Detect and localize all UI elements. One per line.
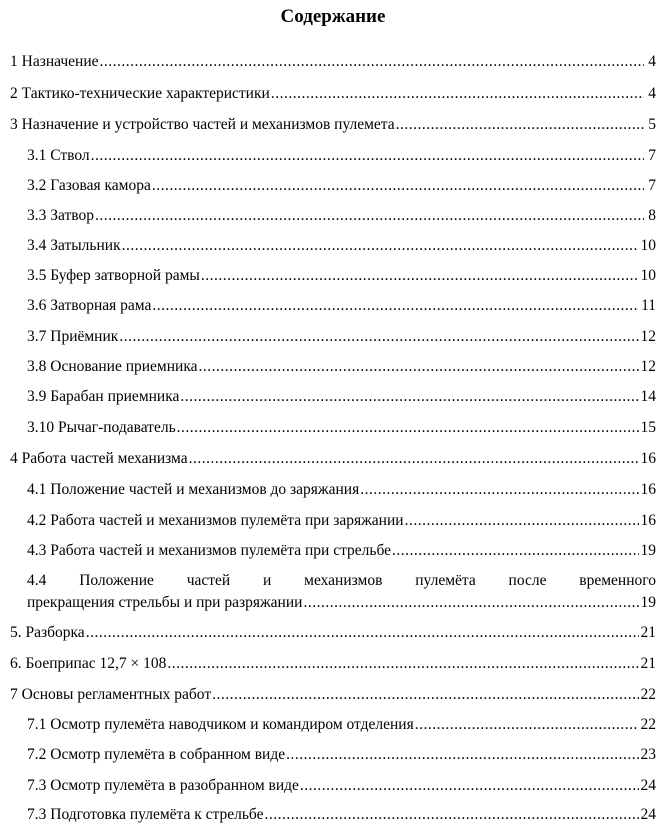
toc-leader-dots: [201, 266, 639, 286]
toc-entry-3-2[interactable]: [27, 176, 656, 196]
toc-entry-7-2[interactable]: [27, 745, 656, 765]
toc-entry-3-3[interactable]: [27, 206, 656, 226]
toc-entry-page: 10: [640, 267, 656, 284]
toc-entry-page: 7: [648, 177, 656, 194]
toc-entry-label: 3.3 Затвор: [27, 207, 94, 224]
toc-leader-dots: [91, 146, 644, 166]
toc-entry-3-4[interactable]: [27, 236, 656, 256]
toc-entry-page: 16: [640, 450, 656, 467]
toc-entry-page: 24: [640, 777, 656, 794]
toc-entry-page: 10: [640, 237, 656, 254]
toc-entry-4-3[interactable]: [27, 541, 656, 561]
toc-leader-dots: [167, 654, 638, 674]
toc-entry-page: 12: [640, 328, 656, 345]
toc-entry-page: 12: [640, 358, 656, 375]
toc-leader-dots: [303, 593, 638, 613]
toc-leader-dots: [189, 449, 639, 469]
toc-entry-label: 7.3 Осмотр пулемёта в разобранном виде: [27, 777, 299, 794]
toc-leader-dots: [86, 623, 639, 643]
toc-entry-page: 11: [641, 297, 656, 314]
toc-entry-label: 5. Разборка: [10, 624, 85, 641]
toc-leader-dots: [300, 776, 639, 796]
toc-entry-label: 4.2 Работа частей и механизмов пулемёта при заряжании: [27, 512, 404, 529]
toc-entry-page: 22: [640, 686, 656, 703]
toc-entry-page: 22: [640, 716, 656, 733]
toc-entry-3-7[interactable]: [27, 327, 656, 347]
toc-entry-1[interactable]: [10, 52, 656, 72]
toc-leader-dots: [286, 745, 638, 765]
toc-entry-label: 7.1 Осмотр пулемёта наводчиком и командиром отделения: [27, 716, 414, 733]
toc-entry-5[interactable]: [10, 623, 656, 643]
toc-entry-page: 7: [648, 147, 656, 164]
toc-leader-dots: [177, 418, 639, 438]
toc-leader-dots: [95, 206, 644, 226]
toc-leader-dots: [271, 84, 644, 104]
toc-entry-page: 4: [648, 85, 656, 102]
toc-entry-label: 3.8 Основание приемника: [27, 358, 198, 375]
toc-entry-label: 4.1 Положение частей и механизмов до заряжания: [27, 481, 360, 498]
toc-entry-3-8[interactable]: [27, 357, 656, 377]
toc-entry-3-10[interactable]: [27, 418, 656, 438]
toc-entry-label: 3.4 Затыльник: [27, 237, 121, 254]
toc-entry-page: 21: [640, 655, 656, 672]
toc-entry-page: 21: [640, 624, 656, 641]
toc-leader-dots: [360, 480, 638, 500]
toc-entry-label: 7.3 Подготовка пулемёта к стрельбе: [27, 806, 264, 823]
toc-entry-page: 24: [640, 806, 656, 823]
toc-leader-dots: [396, 115, 644, 135]
toc-entry-7-3[interactable]: [27, 776, 656, 796]
toc-entry-3-6[interactable]: [27, 296, 656, 316]
toc-entry-4[interactable]: [10, 449, 656, 469]
toc-entry-page: 23: [640, 746, 656, 763]
toc-entry-7-1[interactable]: [27, 715, 656, 735]
toc-entry-label: 3.5 Буфер затворной рамы: [27, 267, 200, 284]
toc-entry-page: 15: [640, 419, 656, 436]
toc-leader-dots: [122, 236, 639, 256]
toc-leader-dots: [392, 541, 638, 561]
toc-entry-label: 3.9 Барабан приемника: [27, 388, 180, 405]
toc-leader-dots: [119, 327, 638, 347]
toc-leader-dots: [100, 52, 644, 72]
toc-entry-label: 2 Тактико-технические характеристики: [10, 85, 270, 102]
toc-entry-label: 3.10 Рычаг-подаватель: [27, 419, 176, 436]
toc-entry-3-5[interactable]: [27, 266, 656, 286]
toc-entry-4-4-line1[interactable]: 4.4 Положение частей и механизмов пулемёта после временного: [27, 572, 656, 589]
toc-entry-3-9[interactable]: [27, 387, 656, 407]
toc-entry-3-1[interactable]: [27, 146, 656, 166]
toc-entry-4-1[interactable]: [27, 480, 656, 500]
toc-entry-7[interactable]: [10, 685, 656, 705]
toc-leader-dots: [212, 685, 638, 705]
toc-entry-2[interactable]: [10, 84, 656, 104]
toc-entry-label: 3.7 Приёмник: [27, 328, 119, 345]
toc-leader-dots: [152, 176, 644, 196]
toc-entry-page: 14: [640, 388, 656, 405]
toc-leader-dots: [405, 511, 639, 531]
toc-entry-page: 19: [640, 542, 656, 559]
toc-entry-label: 4 Работа частей механизма: [10, 450, 188, 467]
toc-entry-7-3b[interactable]: [27, 805, 656, 825]
toc-entry-4-2[interactable]: [27, 511, 656, 531]
toc-entry-label: 1 Назначение: [10, 53, 99, 70]
toc-entry-label: 3.1 Ствол: [27, 147, 90, 164]
toc-entry-label: 7.2 Осмотр пулемёта в собранном виде: [27, 746, 286, 763]
toc-entry-3[interactable]: [10, 115, 656, 135]
toc-leader-dots: [415, 715, 639, 735]
toc-entry-label: 3.2 Газовая камора: [27, 177, 151, 194]
toc-entry-label: 7 Основы регламентных работ: [10, 686, 212, 703]
page-title: Содержание: [280, 6, 386, 27]
toc-entry-label: прекращения стрельбы и при разряжании: [27, 594, 303, 611]
toc-entry-label: 3.6 Затворная рама: [27, 297, 152, 314]
toc-leader-dots: [199, 357, 639, 377]
toc-entry-label: 3 Назначение и устройство частей и механизмов пулемета: [10, 116, 395, 133]
toc-entry-page: 5: [648, 116, 656, 133]
toc-entry-page: 19: [640, 594, 656, 611]
toc-leader-dots: [152, 296, 639, 316]
toc-entry-page: 16: [640, 512, 656, 529]
toc-leader-dots: [180, 387, 638, 407]
toc-entry-6[interactable]: [10, 654, 656, 674]
toc-entry-label: 6. Боеприпас 12,7 × 108: [10, 655, 167, 672]
toc-entry-4-4[interactable]: [27, 593, 656, 613]
toc-leader-dots: [264, 805, 638, 825]
toc-entry-page: 8: [648, 207, 656, 224]
toc-entry-page: 16: [640, 481, 656, 498]
toc-entry-label: 4.3 Работа частей и механизмов пулемёта при стрельбе: [27, 542, 392, 559]
toc-entry-page: 4: [648, 53, 656, 70]
